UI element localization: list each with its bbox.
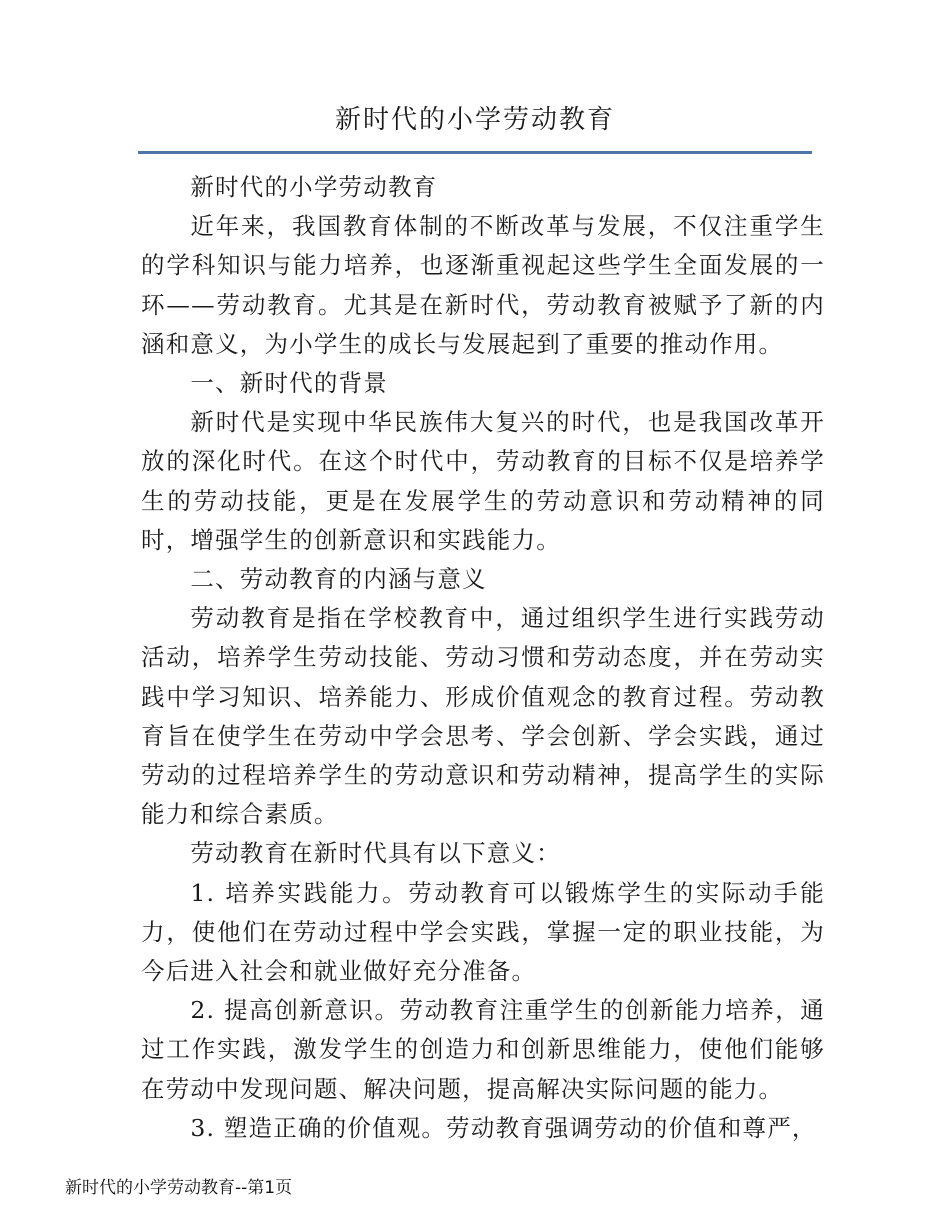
page-footer: 新时代的小学劳动教育--第1页 <box>65 1178 293 1198</box>
paragraph-background: 新时代是实现中华民族伟大复兴的时代，也是我国改革开放的深化时代。在这个时代中，劳动教育的目标不仅是培养学生的劳动技能，更是在发展学生的劳动意识和劳动精神的同时，增强学生的创新意识和实践能力。 <box>141 408 825 554</box>
page-header-title: 新时代的小学劳动教育 <box>334 105 615 135</box>
section-heading-meaning: 二、劳动教育的内涵与意义 <box>190 565 487 594</box>
header-divider <box>138 151 812 154</box>
document-body <box>141 168 825 1148</box>
list-item-innovation: 2. 提高创新意识。劳动教育注重学生的创新能力培养，通过工作实践，激发学生的创造力和创新思维能力，使他们能够在劳动中发现问题、解决问题，提高解决实际问题的能力。 <box>141 996 825 1103</box>
paragraph-meaning-lead: 劳动教育在新时代具有以下意义： <box>190 839 561 868</box>
list-item-practice: 1. 培养实践能力。劳动教育可以锻炼学生的实际动手能力，使他们在劳动过程中学会实践，掌握一定的职业技能，为今后进入社会和就业做好充分准备。 <box>141 878 825 986</box>
section-heading-background: 一、新时代的背景 <box>190 369 388 398</box>
paragraph-definition: 劳动教育是指在学校教育中，通过组织学生进行实践劳动活动，培养学生劳动技能、劳动习惯和劳动态度，并在劳动实践中学习知识、培养能力、形成价值观念的教育过程。劳动教育旨在使学生在劳动中学会思考、学会创新、学会实践，通过劳动的过程培养学生的劳动意识和劳动精神，提高学生的实际能力和综合素质。 <box>141 604 825 829</box>
list-item-values: 3. 塑造正确的价值观。劳动教育强调劳动的价值和尊严， <box>190 1113 817 1142</box>
paragraph-intro: 近年来，我国教育体制的不断改革与发展，不仅注重学生的学科知识与能力培养，也逐渐重视起这些学生全面发展的一环——劳动教育。尤其是在新时代，劳动教育被赋予了新的内涵和意义，为小学生的成长与发展起到了重要的推动作用。 <box>141 212 825 358</box>
document-title-line: 新时代的小学劳动教育 <box>190 173 438 201</box>
